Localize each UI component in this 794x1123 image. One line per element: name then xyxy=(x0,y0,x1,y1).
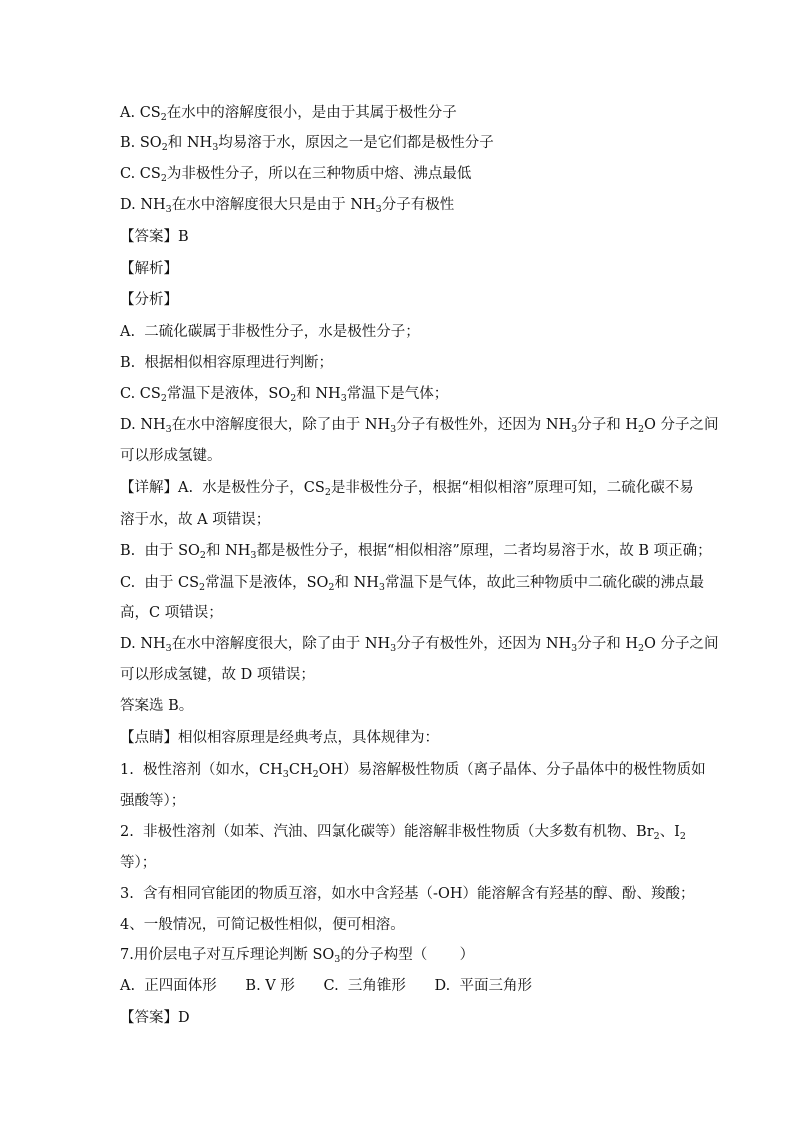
text-line-q6-jiexi: 【解析】 xyxy=(120,261,178,277)
text-line-q6-optB: B. $SO_2$和 $NH_3$均易溶于水，原因之一是它们都是极性分子 xyxy=(120,135,494,153)
text-line-q7-stem: 7.用价层电子对互斥理论判断 $SO_3$的分子构型（ ） xyxy=(120,947,475,965)
text-line-q6-answer: 【答案】B xyxy=(120,229,189,245)
text-line-q6-fenxi: 【分析】 xyxy=(120,292,178,308)
text-line-rule1-b: 强酸等）； xyxy=(120,793,186,809)
text-line-rule3: 3. 含有相同官能团的物质互溶，如水中含羟基（-OH）能溶解含有羟基的醇、酚、羧酸； xyxy=(120,886,695,902)
text-line-rule2-b: 等）； xyxy=(120,855,157,871)
text-line-xiangjie-B: B. 由于 $SO_2$和 $NH_3$都是极性分子，根据“相似相溶”原理，二者均易溶于水，故 B 项正确； xyxy=(120,543,712,561)
text-line-q6-optA: A. $CS_2$在水中的溶解度很小，是由于其属于极性分子 xyxy=(120,105,457,123)
text-line-fenxi-B: B. 根据相似相容原理进行判断； xyxy=(120,355,333,371)
text-line-xiangjie-D2: 可以形成氢键，故 D 项错误； xyxy=(120,667,315,683)
text-line-conclusion: 答案选 B。 xyxy=(120,698,194,714)
text-line-q6-optC: C. $CS_2$为非极性分子，所以在三种物质中熔、沸点最低 xyxy=(120,166,472,184)
text-line-fenxi-D2: 可以形成氢键。 xyxy=(120,448,222,464)
text-line-fenxi-D1: D. $NH_3$在水中溶解度很大，除了由于 $NH_3$分子有极性外，还因为 $NH_3$分子和 $H_2O$ 分子之间 xyxy=(120,417,719,435)
text-line-xiangjie-C2: 高，C 项错误； xyxy=(120,605,223,621)
text-line-xiangjie-C1: C. 由于 $CS_2$常温下是液体，$SO_2$和 $NH_3$常温下是气体，故此三种物质中二硫化碳的沸点最 xyxy=(120,575,704,593)
text-line-xiangjie-D1: D. $NH_3$在水中溶解度很大，除了由于 $NH_3$分子有极性外，还因为 $NH_3$分子和 $H_2O$ 分子之间 xyxy=(120,636,719,654)
text-line-fenxi-C: C. $CS_2$常温下是液体，$SO_2$和 $NH_3$常温下是气体； xyxy=(120,386,449,404)
text-line-q6-optD: D. $NH_3$在水中溶解度很大只是由于 $NH_3$分子有极性 xyxy=(120,197,455,215)
text-line-rule1-a: 1. 极性溶剂（如水，$CH_3CH_2OH$）易溶解极性物质（离子晶体、分子晶体中的极性物质如 xyxy=(120,762,706,780)
q7-option-b: B. V 形 xyxy=(245,978,295,994)
q7-option-c: C. 三角锥形 xyxy=(323,978,406,994)
text-line-rule2-a: 2. 非极性溶剂（如苯、汽油、四氯化碳等）能溶解非极性物质（大多数有机物、$Br_2$、$I_2$ xyxy=(120,824,686,842)
text-line-dianjing: 【点睛】相似相容原理是经典考点，具体规律为： xyxy=(120,730,439,746)
text-line-fenxi-A: A. 二硫化碳属于非极性分子，水是极性分子； xyxy=(120,324,420,340)
q7-option-a: A. 正四面体形 xyxy=(120,978,217,994)
text-line-rule4: 4、一般情况，可简记极性相似，便可相溶。 xyxy=(120,917,405,933)
q7-answer: 【答案】D xyxy=(120,1010,190,1026)
text-line-xiangjie-A1: 【详解】A. 水是极性分子，$CS_2$是非极性分子，根据“相似相溶”原理可知，二硫化碳不易 xyxy=(120,480,694,498)
q7-options xyxy=(120,976,556,996)
q7-option-d: D. 平面三角形 xyxy=(434,978,532,994)
text-line-xiangjie-A2: 溶于水，故 A 项错误； xyxy=(120,512,271,528)
